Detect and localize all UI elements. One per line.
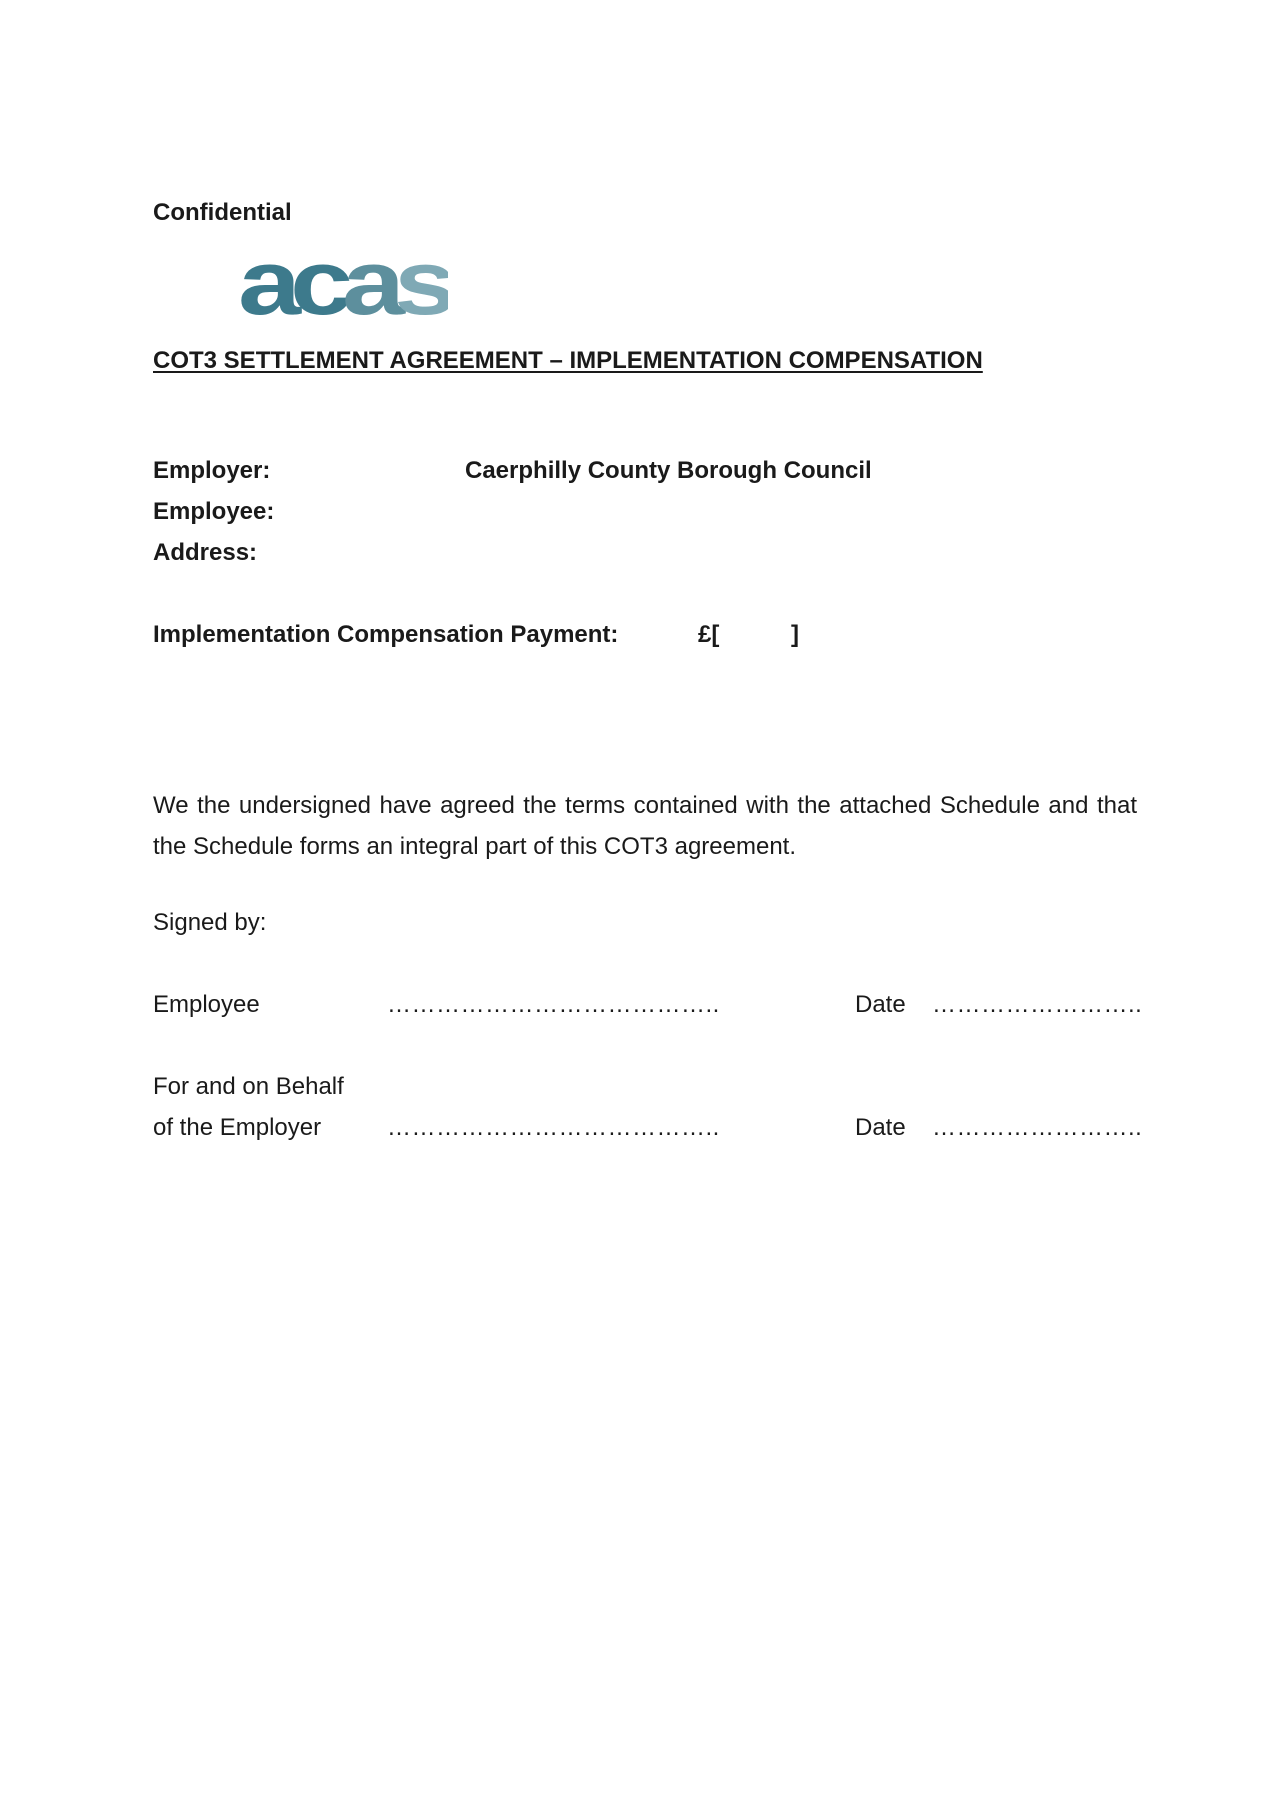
employer-value: Caerphilly County Borough Council <box>465 457 872 484</box>
employee-label: Employee: <box>153 498 275 525</box>
acas-logo <box>238 244 448 322</box>
employee-signature-line: ………………………………….. <box>387 991 720 1018</box>
document-title: COT3 SETTLEMENT AGREEMENT – IMPLEMENTATION COMPENSATION <box>153 347 983 374</box>
agreement-paragraph: We the undersigned have agreed the terms contained with the attached Schedule and that the Schedule forms an integral part of this COT3 agreement. <box>153 792 1137 860</box>
svg-text:acas: a c a s <box>238 244 437 322</box>
employer-date-label: Date <box>855 1114 906 1141</box>
employee-signature-label: Employee <box>153 991 260 1018</box>
employer-signature-line: ………………………………….. <box>387 1114 720 1141</box>
employer-signature-label-line2: of the Employer <box>153 1114 322 1141</box>
payment-label: Implementation Compensation Payment: <box>153 621 619 648</box>
employer-label: Employer: <box>153 457 271 484</box>
employee-date-label: Date <box>855 991 906 1018</box>
employer-date-line: …………………….. <box>932 1114 1143 1141</box>
address-label: Address: <box>153 539 258 566</box>
employer-signature-label-line1: For and on Behalf <box>153 1073 344 1100</box>
signed-by-label: Signed by: <box>153 909 267 936</box>
confidential-label: Confidential <box>153 199 292 226</box>
payment-amount-open: £[ <box>698 621 720 648</box>
payment-amount-close: ] <box>791 621 799 648</box>
employee-date-line: …………………….. <box>932 991 1143 1018</box>
